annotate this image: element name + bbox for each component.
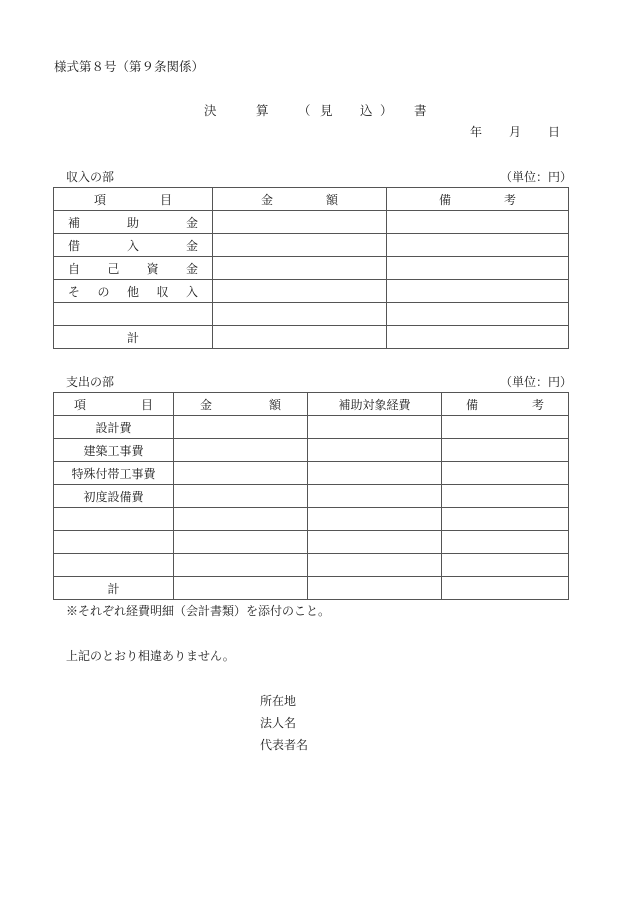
table-row [54,554,569,577]
table-row [54,416,569,439]
expenditure-subsidy-cell[interactable] [308,554,442,577]
income-total-row [54,326,569,349]
title-char: （ [298,103,311,118]
title-char: 書 [414,103,427,118]
expenditure-amount-cell[interactable] [174,439,308,462]
income-remarks-cell[interactable] [387,211,569,234]
document-title [204,101,434,119]
expenditure-amount-cell[interactable] [174,554,308,577]
title-char: 込 [360,103,373,118]
income-remarks-cell[interactable] [387,234,569,257]
income-remarks-cell[interactable] [387,257,569,280]
expenditure-item: 初度設備費 [54,485,174,508]
expenditure-amount-cell[interactable] [174,531,308,554]
expenditure-remarks-cell[interactable] [442,416,569,439]
income-section-label: 収入の部 [66,170,115,184]
date-line [470,123,560,140]
income-table [53,187,569,349]
expenditure-total-row [54,577,569,600]
income-item-loan: 借 入 金 [54,234,213,257]
income-remarks-cell[interactable] [387,303,569,326]
table-row [54,485,569,508]
expenditure-total-subsidy[interactable] [308,577,442,600]
date-day: 日 [548,125,561,139]
income-header-row [54,188,569,211]
expenditure-subsidy-cell[interactable] [308,462,442,485]
table-row [54,234,569,257]
expenditure-header-row [54,393,569,416]
table-row [54,531,569,554]
income-amount-cell[interactable] [213,303,387,326]
title-char: ） [380,103,393,118]
expenditure-amount-cell[interactable] [174,485,308,508]
table-row [54,439,569,462]
expenditure-unit: （単位：円） [500,375,573,389]
income-item-subsidy: 補 助 金 [54,211,213,234]
expenditure-amount-cell[interactable] [174,462,308,485]
date-month: 月 [509,125,522,139]
expenditure-remarks-cell[interactable] [442,485,569,508]
income-amount-cell[interactable] [213,257,387,280]
expenditure-remarks-cell[interactable] [442,554,569,577]
header-amount: 金 額 [213,188,387,211]
table-row [54,211,569,234]
table-row [54,303,569,326]
corporation-name-label: 法人名 [260,716,297,730]
income-unit: （単位：円） [500,170,573,184]
expenditure-amount-cell[interactable] [174,416,308,439]
expenditure-subsidy-cell[interactable] [308,439,442,462]
expenditure-remarks-cell[interactable] [442,508,569,531]
header-subsidy-eligible: 補助対象経費 [308,393,442,416]
expenditure-item: 設計費 [54,416,174,439]
income-amount-cell[interactable] [213,234,387,257]
table-row [54,280,569,303]
header-amount: 金 額 [174,393,308,416]
table-row [54,462,569,485]
expenditure-subsidy-cell[interactable] [308,531,442,554]
income-total-amount[interactable] [213,326,387,349]
expenditure-subsidy-cell[interactable] [308,508,442,531]
title-char: 決 [204,103,217,118]
attachment-note: ※それぞれ経費明細（会計書類）を添付のこと。 [66,604,331,618]
expenditure-remarks-cell[interactable] [442,531,569,554]
expenditure-item[interactable] [54,531,174,554]
expenditure-total-remarks[interactable] [442,577,569,600]
header-item: 項 目 [54,188,213,211]
expenditure-item[interactable] [54,554,174,577]
header-item: 項 目 [54,393,174,416]
address-label: 所在地 [260,694,297,708]
expenditure-total-label: 計 [54,577,174,600]
expenditure-subsidy-cell[interactable] [308,485,442,508]
header-remarks: 備 考 [442,393,569,416]
expenditure-remarks-cell[interactable] [442,439,569,462]
expenditure-remarks-cell[interactable] [442,462,569,485]
header-remarks: 備 考 [387,188,569,211]
income-amount-cell[interactable] [213,211,387,234]
expenditure-table [53,392,569,600]
expenditure-total-amount[interactable] [174,577,308,600]
date-year: 年 [470,125,483,139]
title-char: 見 [320,103,333,118]
income-item-own-funds: 自 己 資 金 [54,257,213,280]
form-number: 様式第８号（第９条関係） [54,59,205,74]
representative-name-label: 代表者名 [260,738,309,752]
income-item-other: そ の 他 収 入 [54,280,213,303]
expenditure-amount-cell[interactable] [174,508,308,531]
income-total-label: 計 [54,326,213,349]
title-char: 算 [256,103,269,118]
table-row [54,257,569,280]
income-remarks-cell[interactable] [387,280,569,303]
expenditure-item: 建築工事費 [54,439,174,462]
confirmation-statement: 上記のとおり相違ありません。 [66,649,235,663]
expenditure-section-label: 支出の部 [66,375,115,389]
expenditure-item: 特殊付帯工事費 [54,462,174,485]
income-amount-cell[interactable] [213,280,387,303]
table-row [54,508,569,531]
income-total-remarks[interactable] [387,326,569,349]
expenditure-subsidy-cell[interactable] [308,416,442,439]
expenditure-item[interactable] [54,508,174,531]
income-item-blank[interactable] [54,303,213,326]
